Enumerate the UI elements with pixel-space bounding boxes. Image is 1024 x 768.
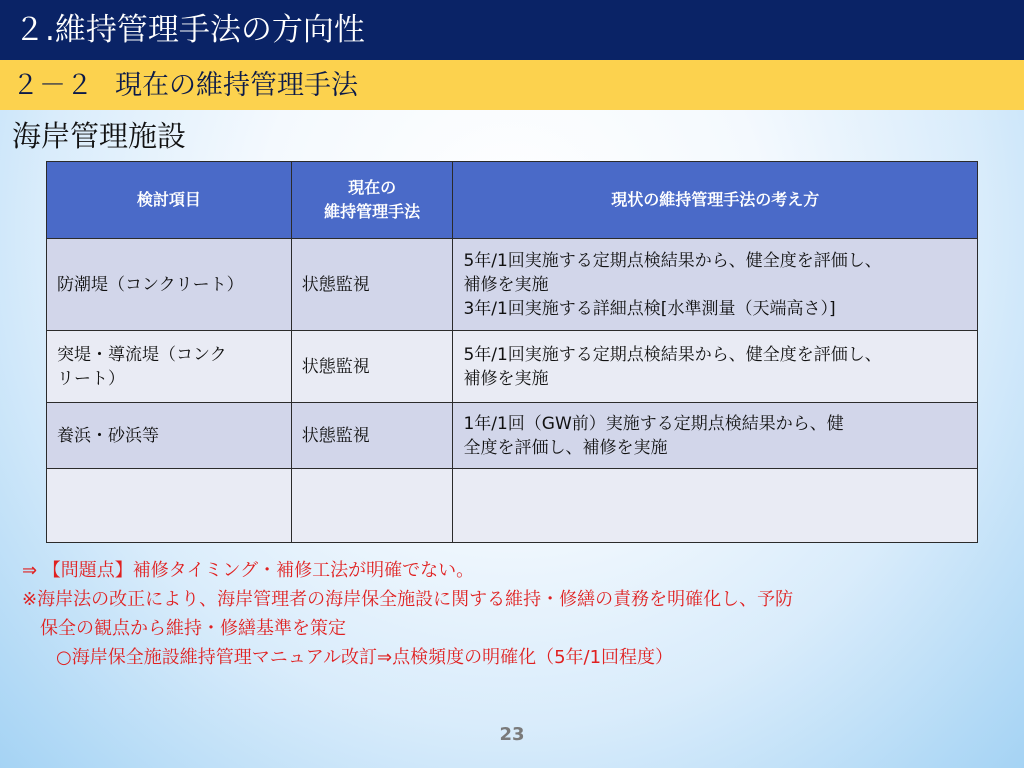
table-row (47, 331, 978, 403)
cell-line: 3年/1回実施する詳細点検[水準測量（天端高さ）] (463, 298, 836, 319)
table-row (47, 403, 978, 469)
manual-revision-note: ○海岸保全施設維持管理マニュアル改訂⇒点検頻度の明確化（5年/1回程度） (56, 647, 674, 668)
header-method-line: 維持管理手法 (324, 202, 421, 221)
header-approach: 現状の維持管理手法の考え方 (453, 162, 978, 239)
table-row (47, 239, 978, 331)
cell-line: リート） (57, 368, 125, 389)
section-subtitle (0, 60, 1024, 110)
cell-method: 状態監視 (291, 331, 453, 403)
cell-line: 補修を実施 (463, 274, 549, 295)
law-revision-note: ※海岸法の改正により、海岸管理者の海岸保全施設に関する維持・修繕の責務を明確化し、予防 (22, 589, 794, 610)
cell-item (47, 469, 292, 543)
cell-item (47, 403, 292, 469)
cell-approach (453, 403, 978, 469)
cell-line: 補修を実施 (463, 368, 549, 389)
page-number: 23 (499, 724, 525, 745)
cell-approach (453, 331, 978, 403)
subtitle-text: 現在の維持管理手法 (115, 70, 358, 101)
slide-title: ２.維持管理手法の方向性 (0, 0, 1024, 60)
cell-method (291, 469, 453, 543)
cell-line: 養浜・砂浜等 (57, 425, 159, 446)
header-method (291, 162, 453, 239)
law-revision-note-continued: 保全の観点から維持・修繕基準を策定 (40, 618, 346, 639)
table-row (47, 469, 978, 543)
section-heading: 海岸管理施設 (12, 119, 187, 153)
issue-note: ⇒ 【問題点】補修タイミング・補修工法が明確でない。 (22, 560, 475, 581)
cell-line: 5年/1回実施する定期点検結果から、健全度を評価し、 (463, 344, 882, 365)
cell-line: 1年/1回（GW前）実施する定期点検結果から、健 (463, 413, 844, 434)
cell-line: 防潮堤（コンクリート） (57, 274, 244, 295)
header-item: 検討項目 (47, 162, 292, 239)
cell-line: 5年/1回実施する定期点検結果から、健全度を評価し、 (463, 250, 882, 271)
cell-line: 突堤・導流堤（コンク (57, 344, 227, 365)
maintenance-method-table (46, 161, 978, 543)
cell-item (47, 331, 292, 403)
table-header-row (47, 162, 978, 239)
cell-approach (453, 469, 978, 543)
cell-line: 全度を評価し、補修を実施 (463, 437, 668, 458)
subtitle-number: ２－２ (12, 70, 93, 101)
notes-block (22, 556, 793, 672)
cell-item (47, 239, 292, 331)
cell-approach (453, 239, 978, 331)
header-method-line: 現在の (348, 178, 397, 197)
cell-method: 状態監視 (291, 239, 453, 331)
cell-method: 状態監視 (291, 403, 453, 469)
